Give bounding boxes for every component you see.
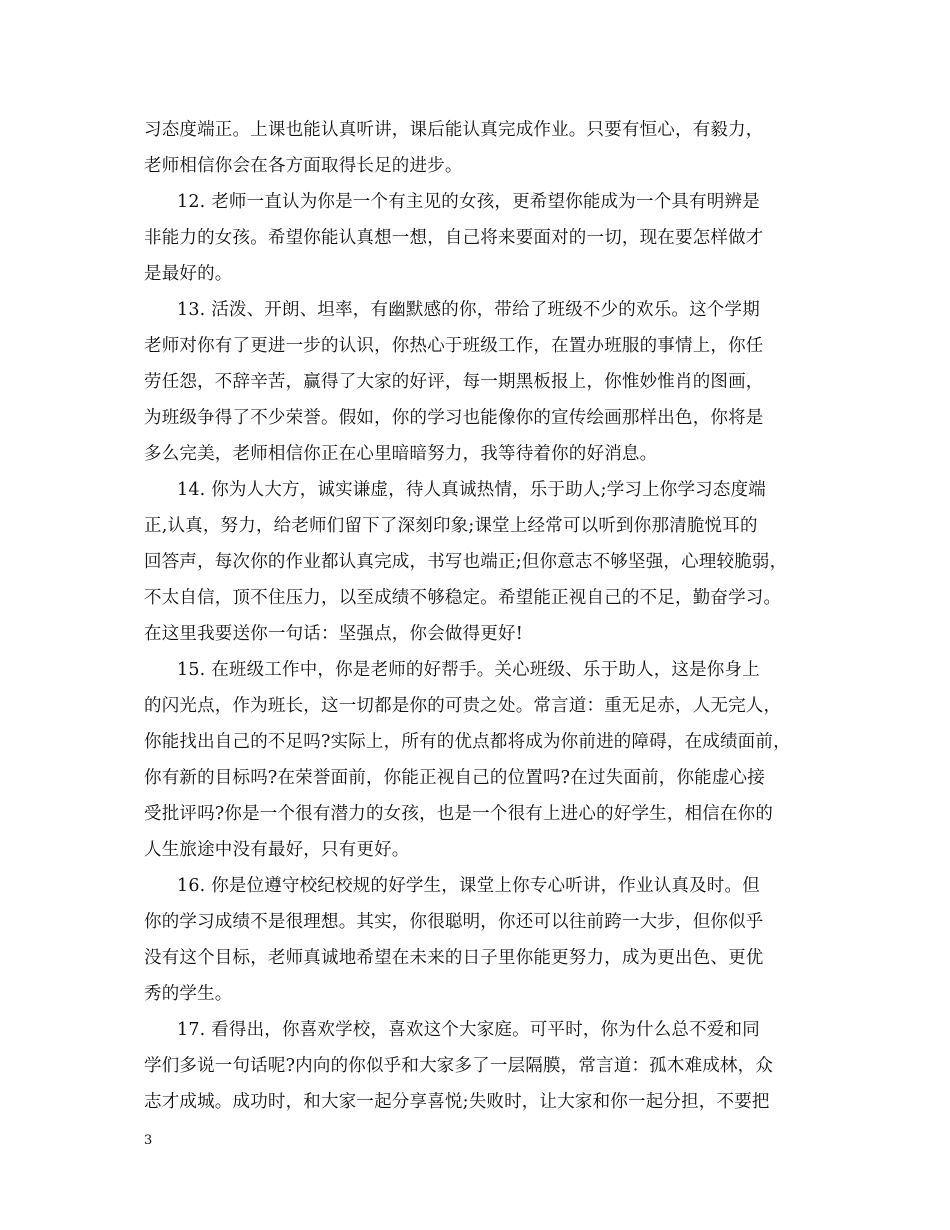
paragraph-line: 秀的学生。: [144, 984, 233, 1004]
paragraph-line: 15. 在班级工作中，你是老师的好帮手。关心班级、乐于助人，这是你身上: [177, 660, 760, 680]
paragraph-line: 学们多说一句话呢?内向的你似乎和大家多了一层隔膜，常言道：孤木难成林，众: [144, 1056, 774, 1076]
paragraph-line: 14. 你为人大方，诚实谦虚，待人真诚热情，乐于助人;学习上你学习态度端: [177, 480, 766, 500]
page-number: 3: [144, 1133, 153, 1148]
paragraph-line: 正,认真，努力，给老师们留下了深刻印象;课堂上经常可以听到你那清脆悦耳的: [144, 516, 758, 536]
paragraph-line: 你能找出自己的不足吗?实际上，所有的优点都将成为你前进的障碍，在成绩面前，: [144, 732, 791, 752]
paragraph-line: 在这里我要送你一句话：坚强点，你会做得更好!: [144, 624, 523, 644]
paragraph-line: 非能力的女孩。希望你能认真想一想，自己将来要面对的一切，现在要怎样做才: [144, 228, 764, 248]
paragraph-line: 志才成城。成功时，和大家一起分享喜悦;失败时，让大家和你一起分担，不要把: [144, 1092, 770, 1112]
paragraph-line: 为班级争得了不少荣誉。假如，你的学习也能像你的宣传绘画那样出色，你将是: [144, 408, 764, 428]
paragraph-line: 16. 你是位遵守校纪校规的好学生，课堂上你专心听讲，作业认真及时。但: [177, 876, 760, 896]
paragraph-line: 人生旅途中没有最好，只有更好。: [144, 840, 410, 860]
paragraph-line: 多么完美，老师相信你正在心里暗暗努力，我等待着你的好消息。: [144, 444, 658, 464]
paragraph-line: 没有这个目标，老师真诚地希望在未来的日子里你能更努力，成为更出色、更优: [144, 948, 764, 968]
paragraph-line: 老师对你有了更进一步的认识，你热心于班级工作，在置办班服的事情上，你任: [144, 336, 764, 356]
paragraph-line: 12. 老师一直认为你是一个有主见的女孩，更希望你能成为一个具有明辨是: [177, 192, 760, 212]
paragraph-line: 13. 活泼、开朗、坦率，有幽默感的你，带给了班级不少的欢乐。这个学期: [177, 300, 760, 320]
paragraph-line: 你的学习成绩不是很理想。其实，你很聪明，你还可以往前跨一大步，但你似乎: [144, 912, 764, 932]
paragraph-line: 17. 看得出，你喜欢学校，喜欢这个大家庭。可平时，你为什么总不爱和同: [177, 1020, 760, 1040]
paragraph-line: 是最好的。: [144, 264, 233, 284]
paragraph-line: 老师相信你会在各方面取得长足的进步。: [144, 156, 463, 176]
paragraph-line: 劳任怨，不辞辛苦，赢得了大家的好评，每一期黑板报上，你惟妙惟肖的图画，: [144, 372, 764, 392]
paragraph-line: 不太自信，顶不住压力，以至成绩不够稳定。希望能正视自己的不足，勤奋学习。: [144, 588, 782, 608]
paragraph-line: 回答声，每次你的作业都认真完成，书写也端正;但你意志不够坚强，心理较脆弱，: [144, 552, 788, 572]
paragraph-line: 的闪光点，作为班长，这一切都是你的可贵之处。常言道：重无足赤，人无完人，: [144, 696, 782, 716]
paragraph-line: 你有新的目标吗?在荣誉面前，你能正视自己的位置吗?在过失面前，你能虚心接: [144, 768, 765, 788]
paragraph-line: 受批评吗?你是一个很有潜力的女孩，也是一个很有上进心的好学生，相信在你的: [144, 804, 774, 824]
paragraph-line: 习态度端正。上课也能认真听讲，课后能认真完成作业。只要有恒心，有毅力，: [144, 120, 764, 140]
